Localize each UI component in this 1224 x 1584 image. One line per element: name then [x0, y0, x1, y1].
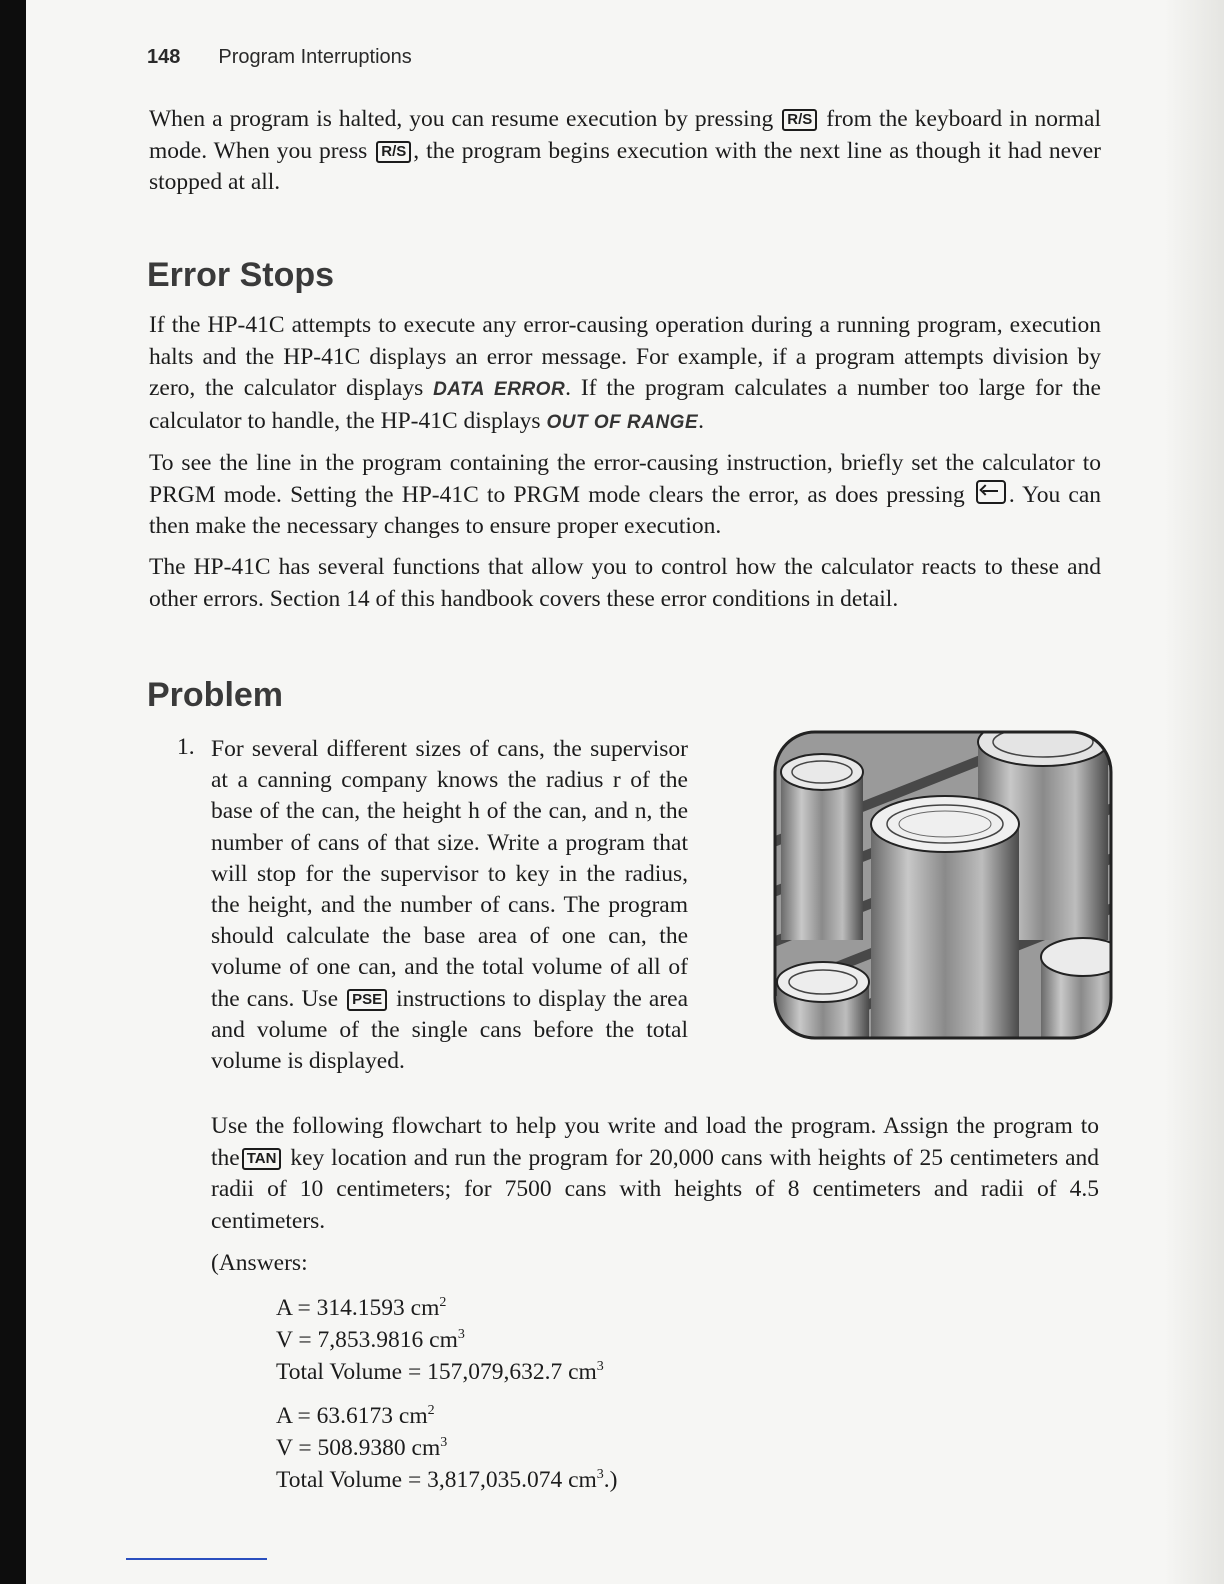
error-text-4: To see the line in the program containing the error-causing instruction, briefly set the calculator to PRGM mode. Setting the HP-41C to PRGM mode clears the error, as does pressing — [149, 450, 1101, 508]
can-back-left — [781, 770, 863, 940]
pse-key: PSE — [347, 989, 387, 1011]
problem-cont-text-1: Use the following flowchart to help you write and load the program. Assign the program to the — [211, 1113, 1099, 1171]
running-title: Program Interruptions — [218, 46, 412, 68]
cans-illustration — [773, 730, 1113, 1042]
answer-area-1: A = 314.1593 $cm^2$ — [276, 1295, 447, 1321]
can-center — [871, 822, 1019, 1042]
section-heading-problem: Problem — [147, 676, 284, 714]
rs-key: R/S — [782, 109, 817, 131]
answer-total-1: Total Volume = 157,079,632.7 $cm^3$ — [276, 1359, 604, 1385]
backspace-key-icon — [976, 480, 1006, 504]
problem-number: 1. — [177, 734, 195, 760]
error-text-3: . — [698, 407, 705, 434]
rs-key-2: R/S — [376, 141, 411, 163]
error-paragraph-2 — [149, 448, 1101, 543]
answer-total-2: Total Volume = 3,817,035.074 $cm^3$.) — [276, 1467, 618, 1493]
answers-label: (Answers: — [211, 1250, 308, 1276]
problem-continuation — [211, 1111, 1099, 1237]
intro-paragraph — [149, 104, 1101, 199]
problem-text-1: For several different sizes of cans, the supervisor at a canning company knows the radius r of the base of the can, the height h of the can, and n, the number of cans of that size. Write a program that will stop for the supervisor to key in the radius, the height, and the number of cans. The program should calculate the base area of one can, the volume of one can, and the total volume of all of the cans. Use — [211, 736, 688, 1012]
problem-text-2: instructions to display the area and volume of the single cans before the total volume is displayed. — [211, 985, 689, 1075]
answers-set-2 — [276, 1400, 618, 1496]
tan-key: TAN — [242, 1148, 282, 1170]
answers-set-1 — [276, 1292, 604, 1388]
page-left-edge — [0, 0, 26, 1584]
intro-text-2: from the keyboard in normal mode. When you press — [149, 106, 1102, 164]
footer-rule — [126, 1558, 267, 1560]
answer-area-2: A = 63.6173 $cm^2$ — [276, 1403, 435, 1429]
answer-volume-2: V = 508.9380 $cm^3$ — [276, 1435, 448, 1461]
problem-cont-text-2: key location and run the program for 20,000 cans with heights of 25 centimeters and radii of 10 centimeters; for 7500 cans with heights of 8 centimeters and radii of 4.5 centimeters. — [211, 1144, 1099, 1234]
answer-volume-1: V = 7,853.9816 $cm^3$ — [276, 1327, 465, 1353]
intro-text-1: When a program is halted, you can resume execution by pressing — [149, 106, 774, 132]
page-right-shadow — [1164, 0, 1224, 1584]
error-paragraph-1 — [149, 310, 1101, 438]
out-of-range-message: OUT OF RANGE — [546, 411, 699, 433]
error-paragraph-3: The HP-41C has several functions that allow you to control how the calculator reacts to these and other errors. Section 14 of this handbook covers these error conditions in detail. — [149, 554, 1101, 612]
running-header — [147, 46, 412, 69]
error-text-1: If the HP-41C attempts to execute any error-causing operation during a running program, execution halts and the HP-41C displays an error message. For example, if a program attempts division by zero, the calculator displays — [149, 312, 1101, 401]
page-number: 148 — [147, 46, 181, 68]
intro-text-3: , the program begins execution with the next line as though it had never stopped at all. — [149, 137, 1102, 195]
section-heading-error-stops: Error Stops — [147, 256, 335, 294]
problem-statement — [211, 734, 688, 1077]
error-text-5: . You can then make the necessary changes to ensure proper execution. — [149, 481, 1102, 539]
error-text-2: . If the program calculates a number too large for the calculator to handle, the HP-41C displays — [149, 375, 1101, 434]
data-error-message: DATA ERROR — [433, 379, 566, 400]
